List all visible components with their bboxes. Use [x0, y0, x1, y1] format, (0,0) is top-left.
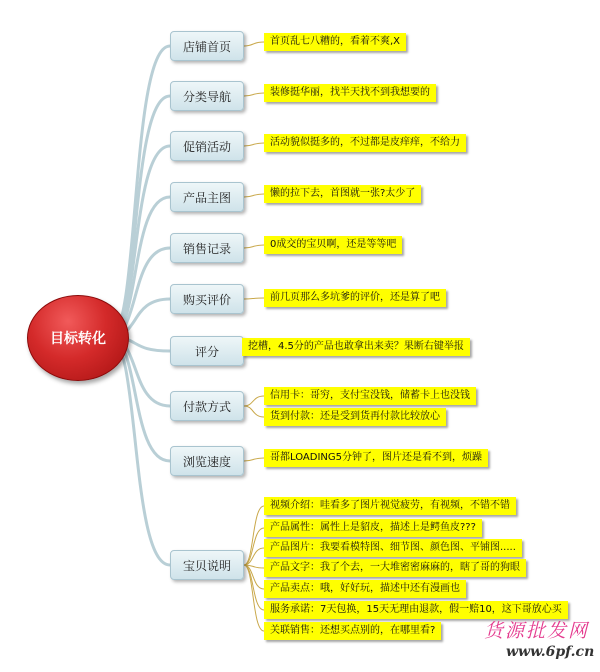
note-2-1[interactable]: 装修挺华丽，找半天找不到我想要的 — [264, 84, 436, 102]
topic-7[interactable]: 评分 — [170, 336, 244, 366]
topic-6[interactable]: 购买评价 — [170, 284, 244, 314]
note-10-7[interactable]: 关联销售：还想买点别的，在哪里看? — [264, 622, 441, 640]
note-connector — [244, 93, 264, 96]
topic-3[interactable]: 促销活动 — [170, 131, 244, 161]
note-10-5[interactable]: 产品卖点：哦，好好玩，描述中还有漫画也 — [264, 580, 466, 598]
note-10-6[interactable]: 服务承诺：7天包换，15天无理由退款，假一赔10，这下哥放心买 — [264, 601, 568, 619]
note-connector — [244, 245, 264, 248]
note-10-4[interactable]: 产品文字：我了个去，一大堆密密麻麻的，瞎了哥的狗眼 — [264, 559, 526, 577]
watermark-url: www.6pf.cn — [506, 644, 595, 660]
watermark-logo: 货源批发网 — [484, 620, 590, 642]
note-1-1[interactable]: 首页乱七八糟的，看着不爽,X — [264, 33, 406, 51]
topic-9[interactable]: 浏览速度 — [170, 446, 244, 476]
note-connector — [244, 298, 264, 299]
note-connector — [244, 194, 264, 197]
note-10-1[interactable]: 视频介绍：哇看多了图片视觉疲劳，有视频，不错不错 — [264, 497, 516, 515]
topic-8[interactable]: 付款方式 — [170, 391, 244, 421]
note-connector — [244, 143, 264, 146]
note-7-1[interactable]: 挖槽，4.5分的产品也敢拿出来卖？果断右键举报 — [242, 338, 470, 356]
note-10-2[interactable]: 产品属性：属性上是貂皮，描述上是鳄鱼皮??? — [264, 519, 482, 537]
note-6-1[interactable]: 前几页那么多坑爹的评价，还是算了吧 — [264, 289, 446, 307]
note-3-1[interactable]: 活动貌似挺多的，不过都是皮痒痒，不给力 — [264, 134, 466, 152]
note-9-1[interactable]: 哥都LOADING5分钟了，图片还是看不到，烦躁 — [264, 449, 488, 467]
topic-5[interactable]: 销售记录 — [170, 233, 244, 263]
note-8-1[interactable]: 信用卡：哥穷，支付宝没钱，储蓄卡上也没钱 — [264, 387, 476, 405]
note-4-1[interactable]: 懒的拉下去，首图就一张?太少了 — [264, 185, 421, 203]
note-5-1[interactable]: 0成交的宝贝啊，还是等等吧 — [264, 236, 402, 254]
note-connector — [244, 565, 264, 589]
topic-4[interactable]: 产品主图 — [170, 182, 244, 212]
central-topic[interactable]: 目标转化 — [27, 295, 129, 381]
note-connector — [244, 42, 264, 46]
note-connector — [244, 565, 264, 631]
note-connector — [244, 458, 264, 461]
note-connector — [244, 396, 264, 406]
note-10-3[interactable]: 产品图片：我要看模特图、细节图、颜色图、平铺图..... — [264, 539, 522, 557]
topic-10[interactable]: 宝贝说明 — [170, 550, 244, 580]
topic-1[interactable]: 店铺首页 — [170, 31, 244, 61]
topic-2[interactable]: 分类导航 — [170, 81, 244, 111]
note-connector — [244, 406, 264, 417]
branch-line — [110, 337, 170, 565]
note-8-2[interactable]: 货到付款：还是受到货再付款比较放心 — [264, 408, 446, 426]
